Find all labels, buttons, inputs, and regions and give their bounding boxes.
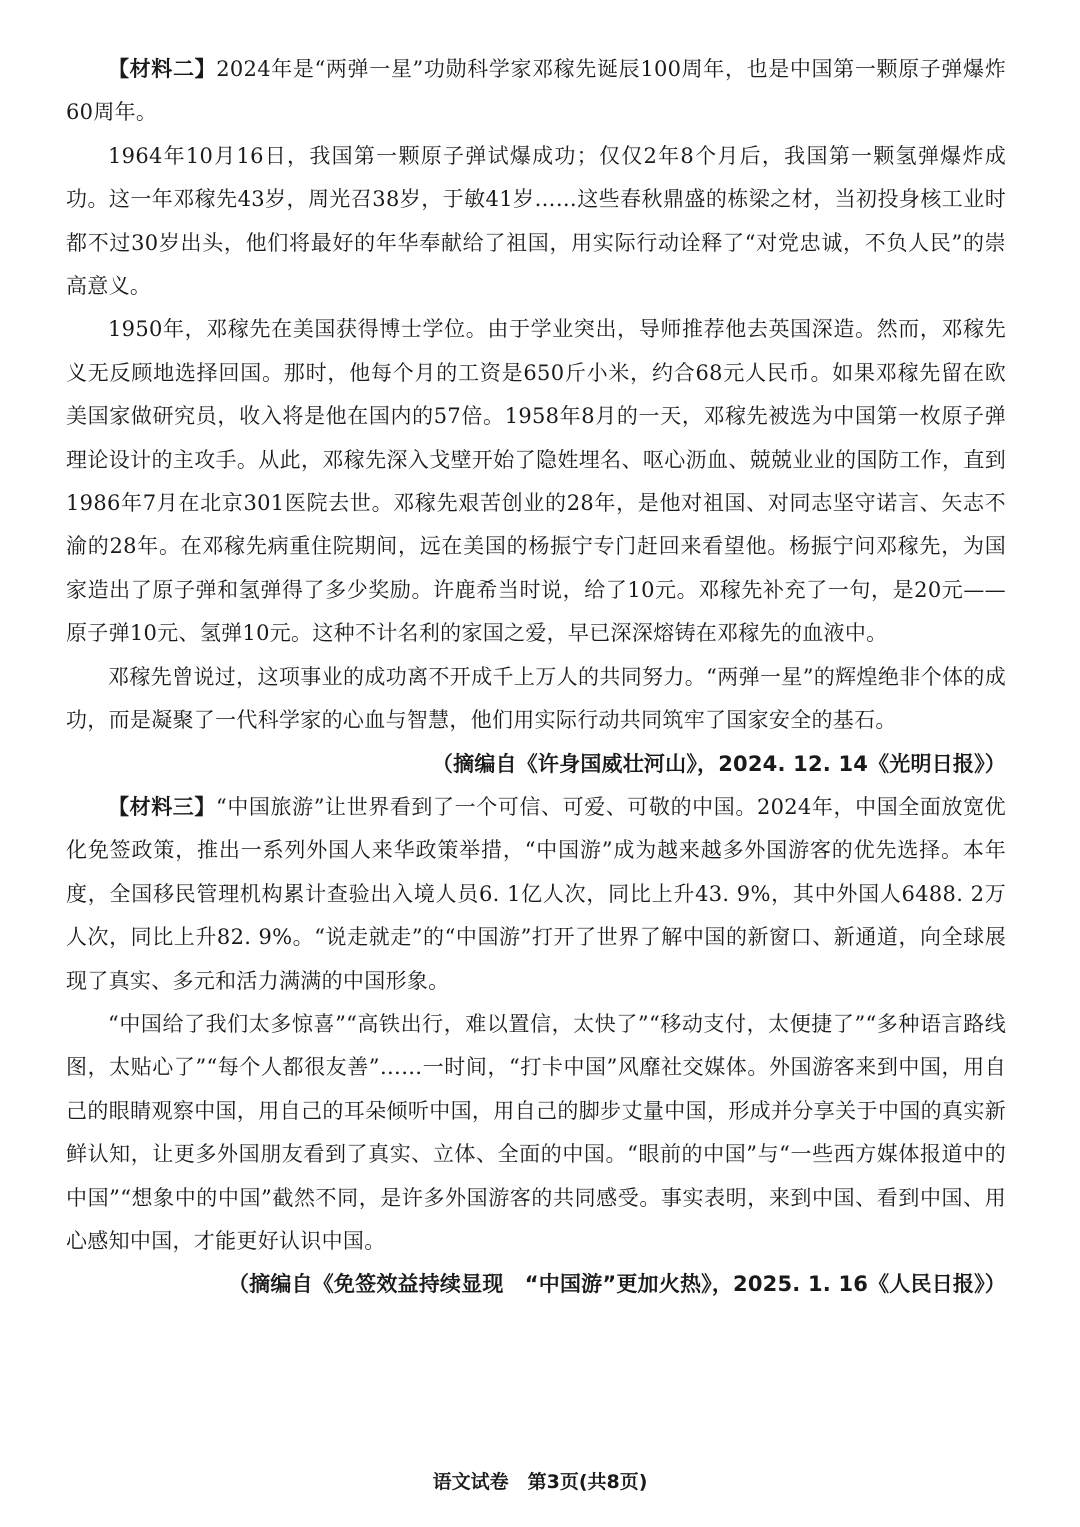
- material-3-paragraph: “中国给了我们太多惊喜”“高铁出行，难以置信，太快了”“移动支付，太便捷了”“多种语言路线图，太贴心了”“每个人都很友善”……一时间，“打卡中国”风靡社交媒体。外国游客来到中国，用自己的眼睛观察中国，用自己的耳朵倾听中国，用自己的脚步丈量中国，形成并分享关于中国的真实新鲜认知，让更多外国朋友看到了真实、立体、全面的中国。“眼前的中国”与“一些西方媒体报道中的中国”“想象中的中国”截然不同，是许多外国游客的共同感受。事实表明，来到中国、看到中国、用心感知中国，才能更好认识中国。: [66, 1011, 1006, 1253]
- material-2-intro-text: 2024年是“两弹一星”功勋科学家邓稼先诞辰100周年，也是中国第一颗原子弹爆炸60周年。: [66, 57, 1006, 125]
- document-page: [66, 48, 1006, 1307]
- material-2-paragraph: 1950年，邓稼先在美国获得博士学位。由于学业突出，导师推荐他去英国深造。然而，邓稼先义无反顾地选择回国。那时，他每个月的工资是650斤小米，约合68元人民币。如果邓稼先留在欧美国家做研究员，收入将是他在国内的57倍。1958年8月的一天，邓稼先被选为中国第一枚原子弹理论设计的主攻手。从此，邓稼先深入戈壁开始了隐姓埋名、呕心沥血、兢兢业业的国防工作，直到1986年7月在北京301医院去世。邓稼先艰苦创业的28年，是他对祖国、对同志坚守诺言、矢志不渝的28年。在邓稼先病重住院期间，远在美国的杨振宁专门赶回来看望他。杨振宁问邓稼先，为国家造出了原子弹和氢弹得了多少奖励。许鹿希当时说，给了10元。邓稼先补充了一句，是20元——原子弹10元、氢弹10元。这种不计名利的家国之爱，早已深深熔铸在邓稼先的血液中。: [66, 317, 1006, 646]
- material-2-paragraph: 邓稼先曾说过，这项事业的成功离不开成千上万人的共同努力。“两弹一星”的辉煌绝非个体的成功，而是凝聚了一代科学家的心血与智慧，他们用实际行动共同筑牢了国家安全的基石。: [66, 664, 1006, 733]
- material-2-label: 【材料二】: [108, 57, 217, 81]
- material-3-label: 【材料三】: [108, 794, 216, 819]
- material-3-intro: [66, 786, 1006, 1003]
- material-3-source: （摘编自《免签效益持续显现 “中国游”更加火热》，2025. 1. 16《人民日报》）: [227, 1272, 1006, 1297]
- page-footer: 语文试卷 第3页(共8页): [432, 1471, 648, 1493]
- material-2-intro: [66, 48, 1006, 135]
- material-2-source: （摘编自《许身国威壮河山》，2024. 12. 14《光明日报》）: [431, 751, 1006, 776]
- material-2-paragraph: 1964年10月16日，我国第一颗原子弹试爆成功；仅仅2年8个月后，我国第一颗氢弹爆炸成功。这一年邓稼先43岁，周光召38岁，于敏41岁……这些春秋鼎盛的栋梁之材，当初投身核工业时都不过30岁出头，他们将最好的年华奉献给了祖国，用实际行动诠释了“对党忠诚，不负人民”的崇高意义。: [66, 143, 1006, 299]
- material-3-intro-text: “中国旅游”让世界看到了一个可信、可爱、可敬的中国。2024年，中国全面放宽优化免签政策，推出一系列外国人来华政策举措，“中国游”成为越来越多外国游客的优先选择。本年度，全国移民管理机构累计查验出入境人员6. 1亿人次，同比上升43. 9%，其中外国人6488. 2万人次，同比上升82. 9%。“说走就走”的“中国游”打开了世界了解中国的新窗口、新通道，向全球展现了真实、多元和活力满满的中国形象。: [66, 794, 1006, 993]
